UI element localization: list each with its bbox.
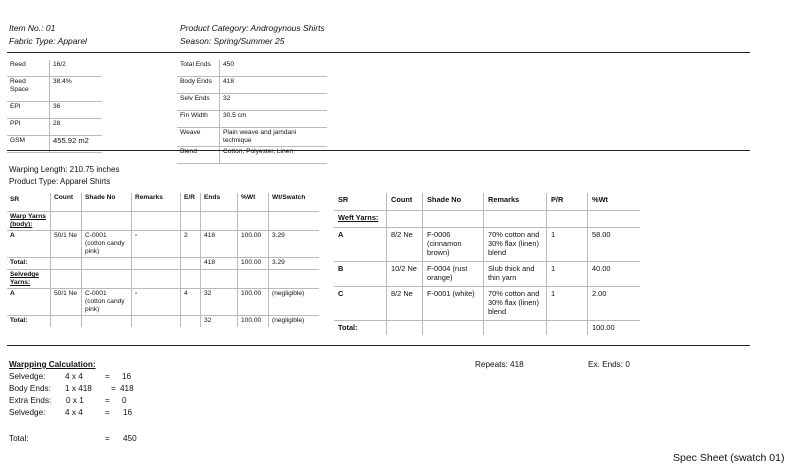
calc-expr: 4 x 4	[65, 408, 83, 417]
product-category: Product Category: Androgynous Shirts	[180, 23, 325, 33]
spec-row: Weave Plain weave and jamdani technique	[177, 128, 327, 147]
calc-eq: =	[105, 408, 110, 417]
warp-header-row: SR Count Shade No Remarks E/R Ends %Wt Wt/Swatch	[7, 193, 319, 212]
fabric-type: Fabric Type: Apparel	[9, 36, 87, 46]
calc-total-value: 450	[123, 434, 137, 443]
calc-eq: =	[111, 384, 116, 393]
calc-eq: =	[105, 396, 110, 405]
item-no: Item No.: 01	[9, 23, 56, 33]
calc-expr: 1 x 418	[65, 384, 92, 393]
header-rule	[7, 52, 750, 53]
table-row: A 50/1 Ne C-0001 (cotton candy pink) - 4 32 100.00 (negligible)	[7, 289, 319, 316]
spec-row: Body Ends 418	[177, 77, 327, 94]
footer-label: Spec Sheet (swatch 01)	[673, 452, 785, 464]
calc-total-eq: =	[105, 434, 110, 443]
weft-header-row: SR Count Shade No Remarks P/R %Wt	[334, 193, 640, 211]
weft-total-row: Total: 100.00	[334, 321, 640, 336]
table-row: C 8/2 Ne F-0001 (white) 70% cotton and 30% flax (linen) blend 1 2.00	[334, 287, 640, 321]
spec-row: Blend Cotton, Polyester, Linen	[177, 147, 327, 164]
header-right	[180, 22, 325, 48]
calc-eq: =	[105, 372, 110, 381]
calc-label: Extra Ends:	[9, 396, 52, 405]
season: Season: Spring/Summer 25	[180, 36, 285, 46]
spec-row: GSM 455.92 m2	[7, 136, 102, 153]
warping-calculation	[9, 359, 209, 449]
selvedge-total-row: Total: 32 100.00 (negligible)	[7, 316, 319, 328]
ex-ends: Ex. Ends: 0	[588, 360, 630, 369]
spec-table-left	[7, 60, 102, 153]
spec-table-right	[177, 60, 327, 164]
calc-label: Selvedge:	[9, 408, 46, 417]
calc-label: Body Ends:	[9, 384, 51, 393]
warp-table	[7, 193, 319, 327]
weft-table	[334, 193, 640, 335]
calc-result: 16	[123, 408, 133, 417]
table-row: B 10/2 Ne F-0004 (rust orange) Slub thick and thin yarn 1 40.00	[334, 262, 640, 287]
calc-expr: 4 x 4	[65, 372, 83, 381]
tables-rule	[7, 345, 750, 346]
calc-expr: 0 x 1	[66, 396, 84, 405]
warping-length: Warping Length: 210.75 inches	[9, 165, 120, 174]
spec-row: Reed Space 38.4%	[7, 77, 102, 102]
calc-result: 16	[122, 372, 132, 381]
calc-total-label: Total:	[9, 434, 29, 443]
spec-row: Selv Ends 32	[177, 94, 327, 111]
calc-label: Selvedge:	[9, 372, 46, 381]
warp-section-row: Warp Yarns (body):	[7, 212, 319, 231]
spec-row: Total Ends 450	[177, 60, 327, 77]
table-row: A 50/1 Ne C-0001 (cotton candy pink) - 2 418 100.00 3.29	[7, 231, 319, 258]
calc-result: 0	[122, 396, 127, 405]
selvedge-section-row: Selvedge Yarns:	[7, 270, 319, 289]
product-type: Product Type: Apparel Shirts	[9, 177, 111, 186]
spec-row: Fin Width 30.5 cm	[177, 111, 327, 128]
spec-row: EPI 36	[7, 102, 102, 119]
warping-info	[9, 164, 119, 188]
repeats: Repeats: 418	[475, 360, 524, 369]
spec-row: PPI 28	[7, 119, 102, 136]
header-left	[9, 22, 87, 48]
warp-total-row: Total: 418 100.00 3.29	[7, 258, 319, 270]
weft-section-row: Weft Yarns:	[334, 211, 640, 228]
spec-row: Reed 16/2	[7, 60, 102, 77]
calculation-title: Warpping Calculation:	[9, 360, 96, 369]
spec-rule	[7, 150, 750, 151]
table-row: A 8/2 Ne F-0006 (cinnamon brown) 70% cotton and 30% flax (linen) blend 1 58.00	[334, 228, 640, 262]
calc-result: 418	[120, 384, 134, 393]
